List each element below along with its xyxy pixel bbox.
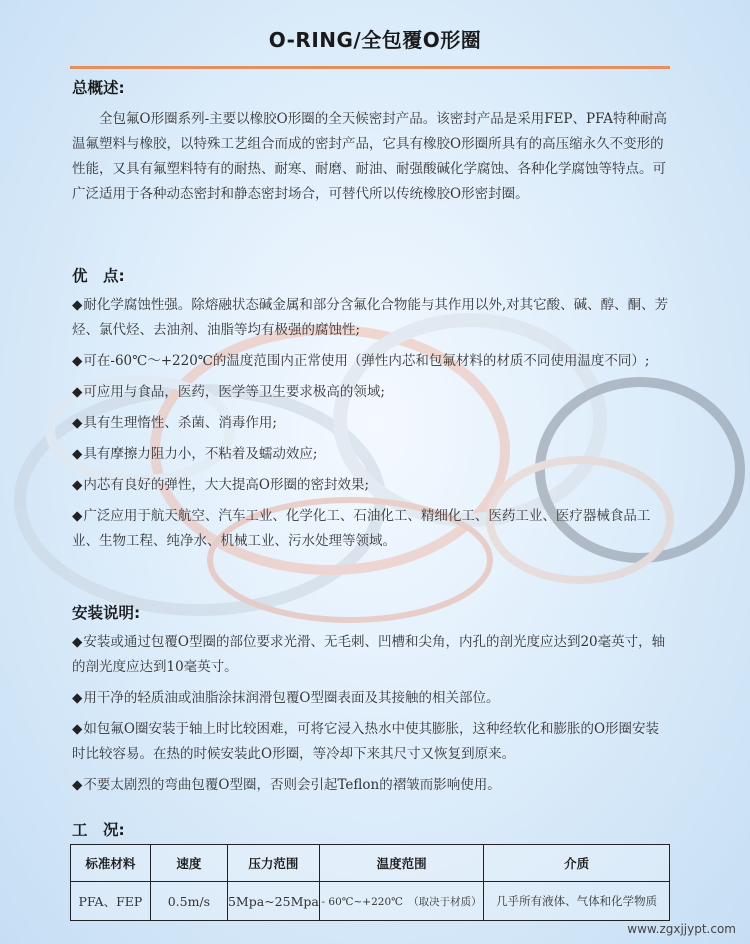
- table-header-cell: 压力范围: [227, 845, 319, 882]
- diamond-bullet-icon: ◆: [72, 777, 83, 793]
- installation-list: [72, 630, 672, 804]
- diamond-bullet-icon: ◆: [72, 690, 83, 706]
- list-item: ◆耐化学腐蚀性强。除熔融状态碱金属和部分含氟化合物能与其作用以外,对其它酸、碱、醇、酮、芳烃、氯代烃、去油剂、油脂等均有极强的腐蚀性;: [72, 297, 669, 338]
- installation-heading: 安装说明:: [72, 604, 141, 622]
- diamond-bullet-icon: ◆: [72, 634, 83, 650]
- table-header-cell: 速度: [150, 845, 227, 882]
- list-item: ◆广泛应用于航天航空、汽车工业、化学化工、石油化工、精细化工、医药工业、医疗器械食品工业、生物工程、纯净水、机械工业、污水处理等领域。: [72, 508, 651, 549]
- conditions-heading: 工 况:: [72, 821, 125, 839]
- page-title: O-RING/全包覆O形圈: [268, 28, 482, 52]
- diamond-bullet-icon: ◆: [72, 415, 83, 431]
- diamond-bullet-icon: ◆: [72, 297, 83, 313]
- table-cell: 0.5m/s: [150, 882, 227, 921]
- table-header-cell: 介质: [484, 845, 670, 882]
- list-item: ◆具有摩擦力阻力小，不粘着及蠕动效应;: [72, 446, 318, 462]
- diamond-bullet-icon: ◆: [72, 384, 83, 400]
- diamond-bullet-icon: ◆: [72, 477, 83, 493]
- overview-heading: 总概述:: [72, 79, 125, 97]
- list-item: ◆可应用与食品，医药，医学等卫生要求极高的领域;: [72, 384, 385, 400]
- table-cell: - 60℃~+220℃ （取决于材质）: [319, 882, 484, 921]
- list-item: ◆用干净的轻质油或油脂涂抹润滑包覆O型圈表面及其接触的相关部位。: [72, 690, 500, 706]
- overview-text: 全包氟O形圈系列-主要以橡胶O形圈的全天候密封产品。该密封产品是采用FEP、PFA特种耐高温氟塑料与橡胶，以特殊工艺组合而成的密封产品，它具有橡胶O形圈所具有的高压缩永久不变形的性能，又具有氟塑料特有的耐热、耐寒、耐磨、耐油、耐强酸碱化学腐蚀、各种化学腐蚀等特点。可广泛适用于各种动态密封和静态密封场合，可替代所以传统橡胶O形密封圈。: [72, 111, 668, 202]
- list-item: ◆可在-60℃～+220℃的温度范围内正常使用（弹性内芯和包氟材料的材质不同使用温度不同）;: [72, 353, 650, 369]
- site-watermark: www.zgxjjypt.com: [627, 922, 736, 936]
- advantages-list: [72, 293, 672, 560]
- table-cell: 几乎所有液体、气体和化学物质: [484, 882, 670, 921]
- title-divider: [70, 66, 670, 69]
- list-item: ◆具有生理惰性、杀菌、消毒作用;: [72, 415, 277, 431]
- conditions-table: [70, 844, 670, 921]
- list-item: ◆安装或通过包覆O型圈的部位要求光滑、无毛刺、凹槽和尖角，内孔的剖光度应达到20毫英寸，轴的剖光度应达到10毫英寸。: [72, 634, 666, 675]
- list-item: ◆如包氟O圈安装于轴上时比较困难，可将它浸入热水中使其膨胀，这种经软化和膨胀的O形圈安装时比较容易。在热的时候安装此O形圈，等冷却下来其尺寸又恢复到原来。: [72, 721, 660, 762]
- diamond-bullet-icon: ◆: [72, 446, 83, 462]
- table-header-cell: 温度范围: [319, 845, 484, 882]
- table-row: [71, 882, 670, 921]
- advantages-heading: 优 点:: [72, 267, 125, 285]
- diamond-bullet-icon: ◆: [72, 721, 83, 737]
- diamond-bullet-icon: ◆: [72, 353, 83, 369]
- table-cell: 5Mpa~25Mpa: [227, 882, 319, 921]
- list-item: ◆不要太剧烈的弯曲包覆O型圈，否则会引起Teflon的褶皱而影响使用。: [72, 777, 501, 793]
- table-header-cell: 标准材料: [71, 845, 151, 882]
- table-header-row: [71, 845, 670, 882]
- table-cell: PFA、FEP: [71, 882, 151, 921]
- list-item: ◆内芯有良好的弹性，大大提高O形圈的密封效果;: [72, 477, 370, 493]
- diamond-bullet-icon: ◆: [72, 508, 83, 524]
